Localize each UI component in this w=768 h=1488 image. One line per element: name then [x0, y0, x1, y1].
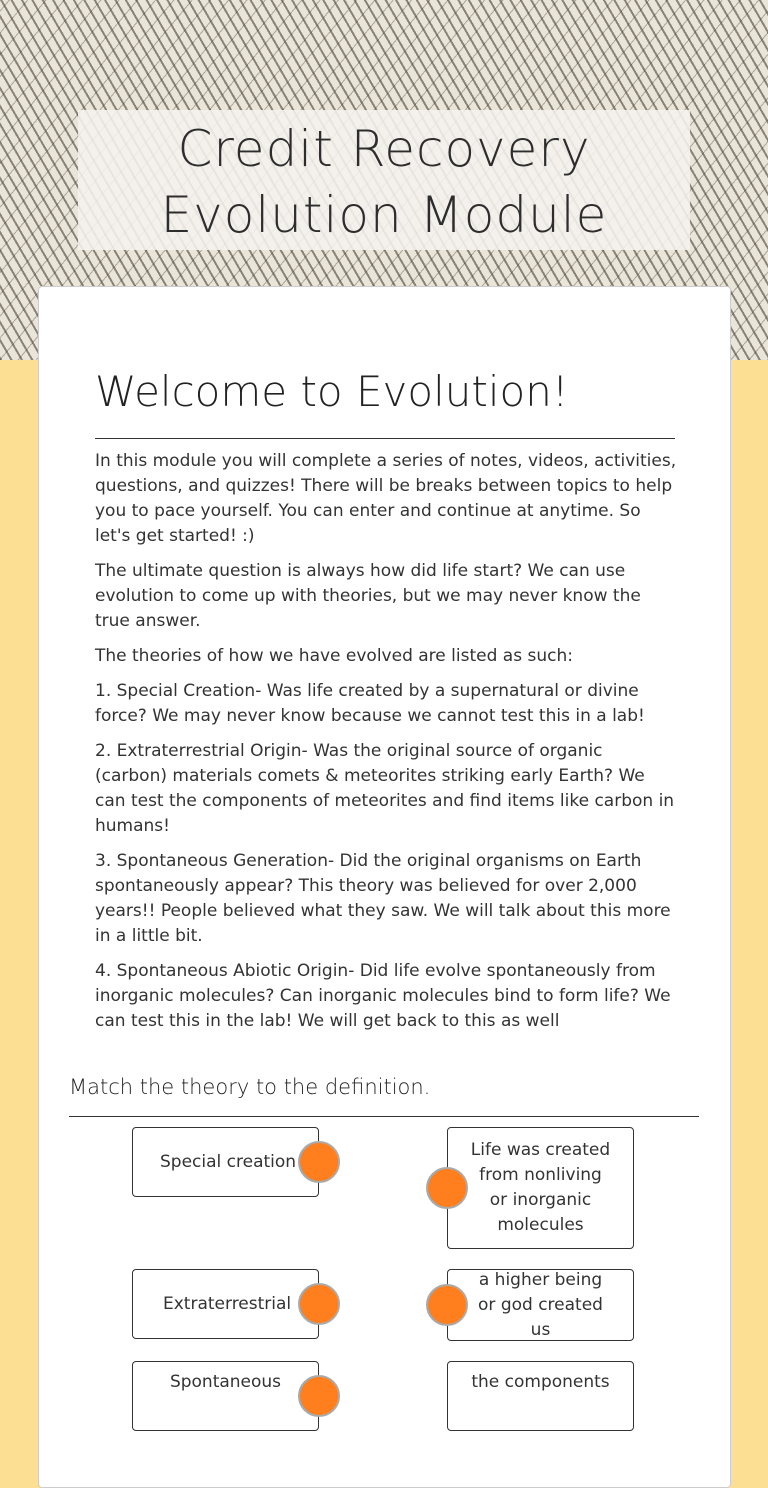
item-label: a higher being or god created us	[478, 1269, 603, 1340]
page-title	[78, 110, 690, 250]
paragraph: 2. Extraterrestrial Origin- Was the original source of organic (carbon) materials comets & meteorites striking early Earth? We can test the components of meteorites and find items like carbon in humans!	[95, 741, 675, 836]
connector-dot[interactable]	[298, 1283, 340, 1325]
paragraph: In this module you will complete a series of notes, videos, activities, questions, and quizzes! There will be breaks between topics to help you to pace yourself. You can enter and continue at anytime. So let's get started! :)	[95, 451, 677, 546]
divider	[69, 1116, 699, 1117]
connector-dot[interactable]	[426, 1167, 468, 1209]
item-label: Special creation	[160, 1151, 297, 1172]
match-right-item[interactable]	[447, 1361, 634, 1431]
divider	[95, 438, 675, 439]
match-left-item[interactable]	[132, 1127, 319, 1197]
match-left-item[interactable]	[132, 1269, 319, 1339]
connector-dot[interactable]	[298, 1375, 340, 1417]
item-label: Extraterrestrial	[163, 1293, 292, 1314]
item-label: the components	[471, 1372, 610, 1392]
section-heading: Welcome to Evolution!	[95, 367, 569, 416]
title-line-1: Credit Recovery	[177, 120, 591, 178]
match-right-item[interactable]	[447, 1269, 634, 1341]
match-heading: Match the theory to the definition.	[69, 1075, 431, 1099]
match-left-item[interactable]	[132, 1361, 319, 1431]
content-card	[38, 286, 731, 1488]
title-line-2: Evolution Module	[160, 186, 608, 244]
connector-dot[interactable]	[298, 1141, 340, 1183]
paragraph: 4. Spontaneous Abiotic Origin- Did life evolve spontaneously from inorganic molecules? Can inorganic molecules bind to form life? We can test this in the lab! We will get back to this as well	[95, 961, 671, 1031]
paragraph: The ultimate question is always how did life start? We can use evolution to come up with theories, but we may never know the true answer.	[95, 561, 641, 631]
paragraph: The theories of how we have evolved are listed as such:	[95, 646, 573, 666]
item-label: Life was created from nonliving or inorganic molecules	[470, 1140, 611, 1235]
paragraph: 3. Spontaneous Generation- Did the original organisms on Earth spontaneously appear? This theory was believed for over 2,000 years!! People believed what they saw. We will talk about this more in a little bit.	[95, 851, 671, 946]
connector-dot[interactable]	[426, 1284, 468, 1326]
intro-text	[95, 449, 679, 1044]
match-right-item[interactable]	[447, 1127, 634, 1249]
paragraph: 1. Special Creation- Was life created by a supernatural or divine force? We may never know because we cannot test this in a lab!	[95, 681, 645, 726]
item-label: Spontaneous	[169, 1372, 282, 1392]
